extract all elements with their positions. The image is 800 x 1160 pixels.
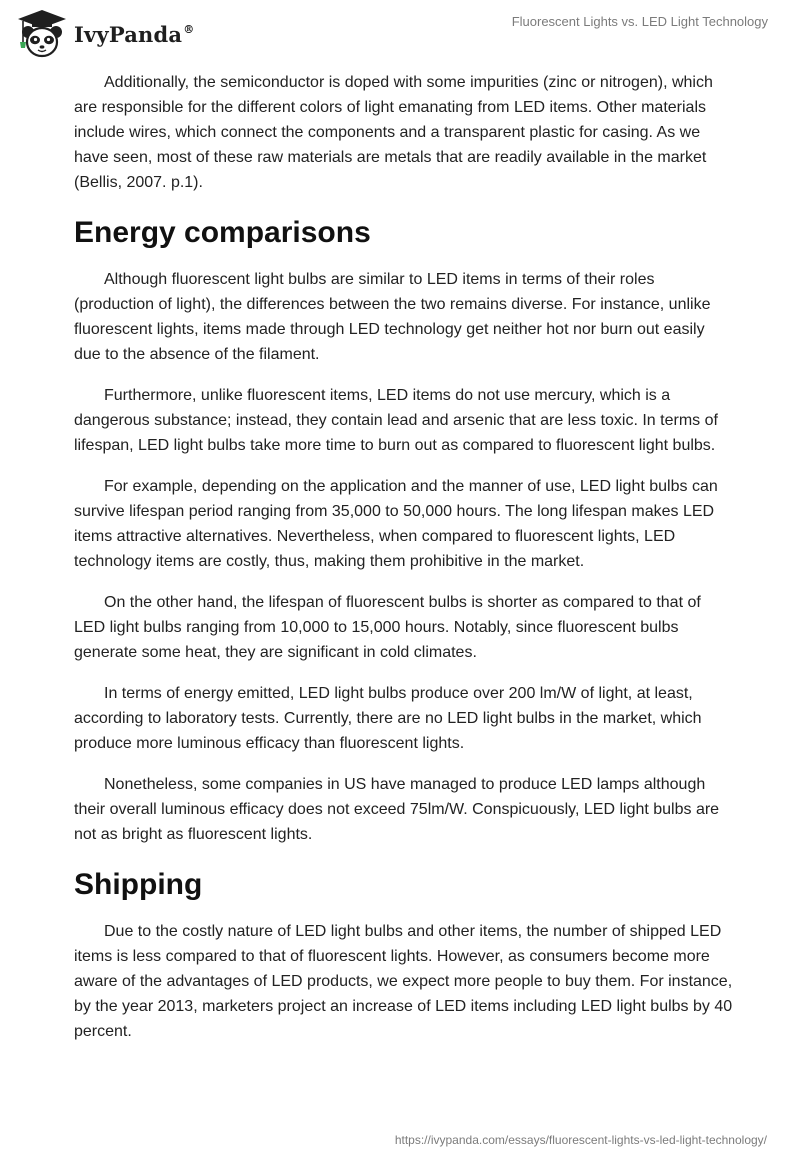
ivypanda-logo[interactable] <box>14 8 194 60</box>
essay-content <box>74 70 734 1060</box>
document-title: Fluorescent Lights vs. LED Light Technology <box>511 14 768 29</box>
paragraph: Nonetheless, some companies in US have managed to produce LED lamps although their overall luminous efficacy does not exceed 75lm/W. Conspicuously, LED light bulbs are not as bright as fluorescent lights. <box>74 776 720 843</box>
paragraph: Due to the costly nature of LED light bulbs and other items, the number of shipped LED items is less compared to that of fluorescent lights. However, as consumers become more aware of the advantages of LED products, we expect more people to buy them. For instance, by the year 2013, marketers project an increase of LED items including LED light bulbs by 40 percent. <box>74 923 733 1040</box>
section-heading-energy-comparisons: Energy comparisons <box>74 216 371 249</box>
page-header <box>0 0 800 70</box>
brand-name: IvyPanda® <box>74 21 195 47</box>
paragraph: In terms of energy emitted, LED light bulbs produce over 200 lm/W of light, at least, according to laboratory tests. Currently, there are no LED light bulbs in the market, which produce more luminous efficacy than fluorescent lights. <box>74 685 702 752</box>
paragraph: Furthermore, unlike fluorescent items, LED items do not use mercury, which is a dangerous substance; instead, they contain lead and arsenic that are less toxic. In terms of lifespan, LED light bulbs take more time to burn out as compared to fluorescent light bulbs. <box>74 387 718 454</box>
panda-graduate-icon <box>14 8 70 60</box>
paragraph: For example, depending on the application and the manner of use, LED light bulbs can survive lifespan period ranging from 35,000 to 50,000 hours. The long lifespan makes LED items attractive alternatives. Nevertheless, when compared to fluorescent lights, LED technology items are costly, thus, making them prohibitive in the market. <box>74 478 718 570</box>
section-heading-shipping: Shipping <box>74 868 203 901</box>
paragraph: On the other hand, the lifespan of fluorescent bulbs is shorter as compared to that of LED light bulbs ranging from 10,000 to 15,000 hours. Notably, since fluorescent bulbs generate some heat, they are significant in cold climates. <box>74 594 701 661</box>
source-url-link[interactable]: https://ivypanda.com/essays/fluorescent-lights-vs-led-light-technology/ <box>394 1133 767 1147</box>
paragraph: Although fluorescent light bulbs are similar to LED items in terms of their roles (production of light), the differences between the two remains diverse. For instance, unlike fluorescent lights, items made through LED technology get neither hot nor burn out easily due to the absence of the filament. <box>74 271 711 363</box>
paragraph: Additionally, the semiconductor is doped with some impurities (zinc or nitrogen), which are responsible for the different colors of light emanating from LED items. Other materials include wires, which connect the components and a transparent plastic for casing. As we have seen, most of these raw materials are metals that are readily available in the market (Bellis, 2007. p.1). <box>74 74 713 191</box>
